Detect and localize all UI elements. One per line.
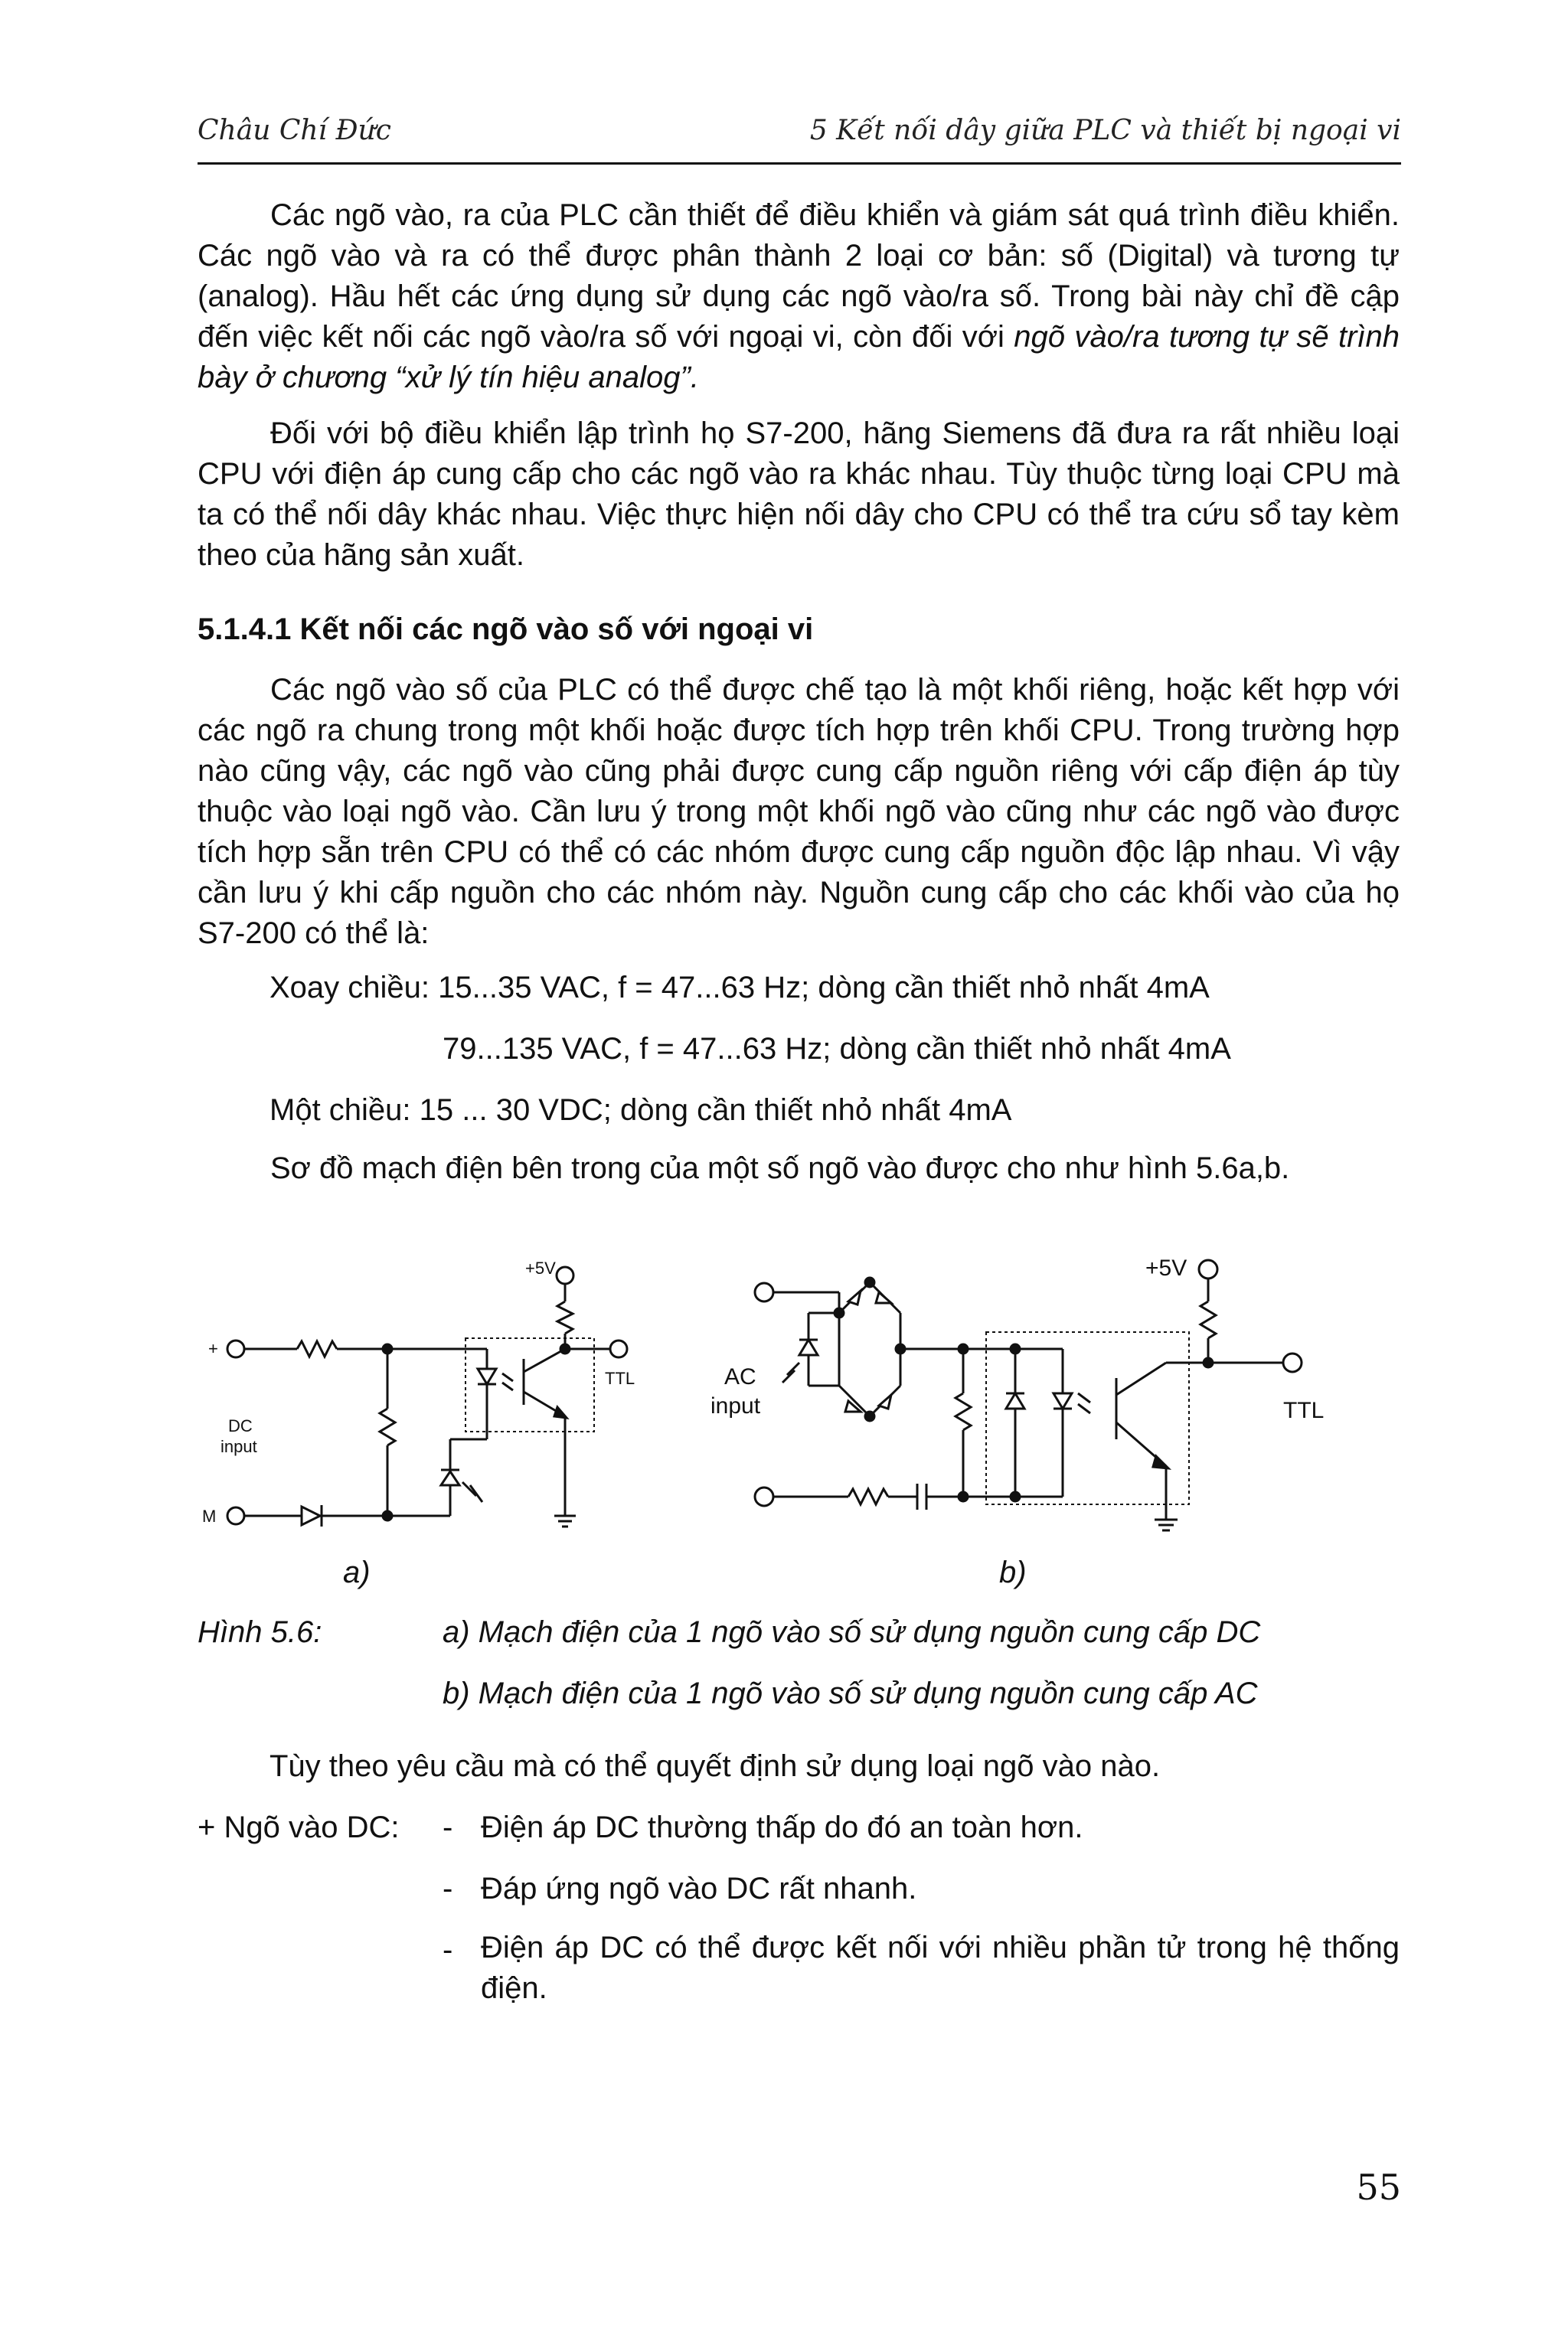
label-dc: DC [228, 1416, 253, 1435]
label-ac-input: input [710, 1393, 761, 1419]
dc-supply-line: Một chiều: 15 ... 30 VDC; dòng cần thiết nhỏ nhất 4mA [270, 1093, 1012, 1127]
terminal-vcc-a [557, 1267, 573, 1284]
resistor-ac-series [848, 1489, 888, 1504]
resistor-pullup-a [557, 1301, 573, 1334]
resistor-ac-shunt [956, 1393, 971, 1430]
diode-protection [302, 1507, 320, 1525]
terminal-ac-2 [755, 1488, 773, 1506]
header-rule [198, 162, 1401, 165]
opto-led-b2 [1054, 1393, 1072, 1409]
paragraph-intro-text: Các ngõ vào, ra của PLC cần thiết để điều khiển và giám sát quá trình điều khiển. Các ngõ vào và ra có thể được phân thành 2 loại cơ bản: số (Digital) và tương tự (analog). Hầu hết các ứng dụng sử dụng các ngõ vào/ra số. Trong bài này chỉ đề cập đến việc kết nối các ngõ vào/ra số với ngoại vi, còn đối với [198, 198, 1400, 354]
dc-list-item [481, 1928, 1400, 2009]
section-heading: 5.1.4.1 Kết nối các ngõ vào số với ngoại vi [198, 612, 814, 646]
opto-led [478, 1369, 496, 1384]
figure-caption-a: a) Mạch điện của 1 ngõ vào số sử dụng nguồn cung cấp DC [443, 1615, 1261, 1649]
terminal-vcc-b [1199, 1260, 1217, 1279]
opto-led-b1 [1006, 1393, 1024, 1409]
label-vcc-a: +5V [525, 1259, 556, 1278]
terminal-ttl-a [610, 1341, 627, 1357]
label-ttl-b: TTL [1283, 1398, 1325, 1423]
header-chapter: 5 Kết nối dây giữa PLC và thiết bị ngoại vi [809, 115, 1401, 146]
terminal-ac-1 [755, 1283, 773, 1301]
figure-caption-b: b) Mạch điện của 1 ngõ vào số sử dụng nguồn cung cấp AC [443, 1677, 1258, 1710]
bridge-diode-4 [879, 1395, 891, 1409]
figure-sublabel-b: b) [999, 1556, 1027, 1589]
paragraph-intro [198, 195, 1400, 398]
paragraph-digital-inputs-text: Các ngõ vào số của PLC có thể được chế tạo là một khối riêng, hoặc kết hợp với các ngõ ra chung trong một khối hoặc được tích hợp trên khối CPU. Trong trường hợp nào cũng vậy, các ngõ vào cũng phải được cung cấp nguồn riêng với cấp điện áp tùy thuộc vào loại ngõ vào. Cần lưu ý trong một khối ngõ vào cũng như các ngõ vào được tích hợp sẵn trên CPU có thể có các nhóm được cung cấp nguồn độc lập nhau. Vì vậy cần lưu ý khi cấp nguồn cho các nhóm này. Nguồn cung cấp cho các khối vào của họ S7-200 có thể là: [198, 673, 1400, 950]
dc-list-item: Đáp ứng ngõ vào DC rất nhanh. [481, 1872, 917, 1906]
label-ttl-a: TTL [605, 1369, 635, 1388]
paragraph-figure-ref [198, 1148, 1400, 1189]
ac-supply-line-1: Xoay chiều: 15...35 VAC, f = 47...63 Hz; dòng cần thiết nhỏ nhất 4mA [270, 971, 1210, 1004]
dc-list-item-text: Điện áp DC có thể được kết nối với nhiều phần tử trong hệ thống điện. [481, 1931, 1400, 2005]
terminal-ttl-b [1283, 1354, 1302, 1372]
terminal-plus [227, 1341, 244, 1357]
dc-list-item: Điện áp DC thường thấp do đó an toàn hơn. [481, 1811, 1083, 1844]
paragraph-intro-italic: ngõ vào/ra tương tự sẽ trình bày ở chương “xử lý tín hiệu analog”. [198, 320, 1400, 394]
dc-list-bullet-3: - [443, 1933, 453, 1967]
bridge-diode-2 [876, 1292, 891, 1303]
dc-list-bullet-2: - [443, 1872, 453, 1906]
resistor-shunt [380, 1409, 395, 1445]
label-plus: + [208, 1339, 218, 1358]
paragraph-s7-200 [198, 413, 1400, 576]
page-number: 55 [1356, 2167, 1401, 2208]
bridge-diode-1 [848, 1291, 861, 1305]
ac-supply-line-2: 79...135 VAC, f = 47...63 Hz; dòng cần thiết nhỏ nhất 4mA [443, 1032, 1231, 1066]
resistor-series [297, 1341, 337, 1357]
label-m: M [202, 1507, 217, 1526]
figure-circuits [198, 1256, 1400, 1615]
paragraph-digital-inputs [198, 670, 1400, 954]
led-indicator [441, 1471, 459, 1485]
paragraph-s7-200-text: Đối với bộ điều khiển lập trình họ S7-200, hãng Siemens đã đưa ra rất nhiều loại CPU với điện áp cung cấp cho các ngõ vào ra khác nhau. Tùy thuộc từng loại CPU mà ta có thể nối dây khác nhau. Việc thực hiện nối dây cho CPU có thể tra cứu sổ tay kèm theo của hãng sản xuất. [198, 416, 1400, 572]
label-dc-input: input [220, 1437, 257, 1456]
label-vcc-b: +5V [1145, 1256, 1187, 1281]
terminal-m [227, 1507, 244, 1524]
circuit-a-dc-input [227, 1267, 627, 1527]
resistor-pullup-b [1200, 1301, 1216, 1338]
label-ac: AC [724, 1364, 756, 1390]
dc-list-label: + Ngõ vào DC: [198, 1811, 400, 1844]
figure-caption-label: Hình 5.6: [198, 1615, 322, 1649]
paragraph-choice: Tùy theo yêu cầu mà có thể quyết định sử dụng loại ngõ vào nào. [270, 1749, 1161, 1783]
led-ac-indicator [799, 1340, 818, 1355]
optocoupler-box-b [986, 1332, 1189, 1504]
paragraph-figure-ref-text: Sơ đồ mạch điện bên trong của một số ngõ vào được cho như hình 5.6a,b. [270, 1151, 1290, 1185]
header-author: Châu Chí Đức [198, 115, 391, 146]
figure-sublabel-a: a) [343, 1556, 371, 1589]
dc-list-bullet-1: - [443, 1811, 453, 1844]
circuit-b-ac-input [755, 1260, 1302, 1530]
